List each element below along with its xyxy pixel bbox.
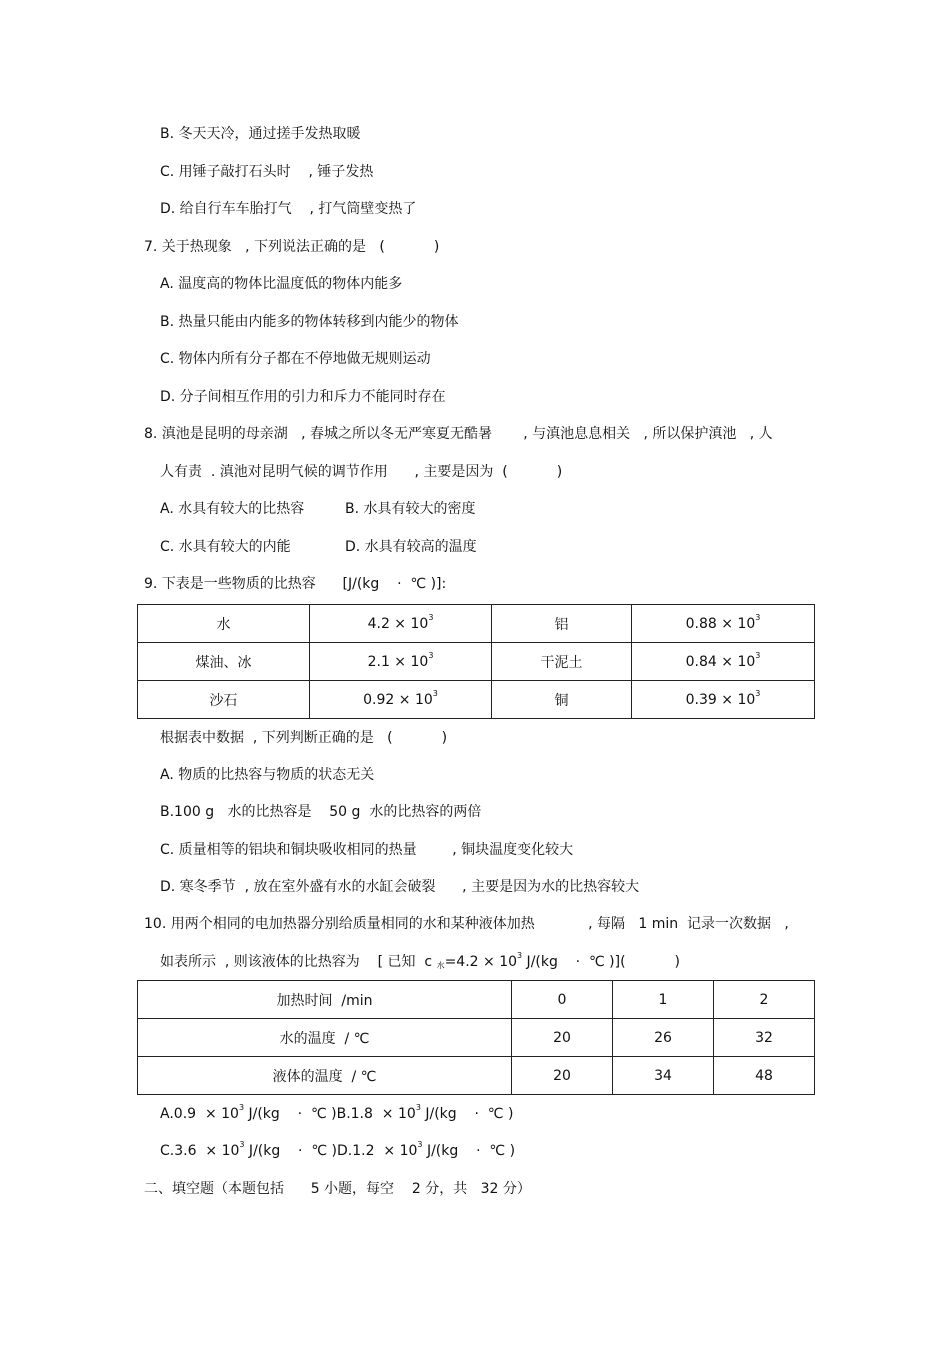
q9-option-a: A. 物质的比热容与物质的状态无关 <box>160 767 375 783</box>
substance-cell: 煤油、冰 <box>138 643 310 681</box>
table-row <box>138 1057 815 1095</box>
q9-stem: 9. 下表是一些物质的比热容 [J/(kg · ℃ )]: <box>144 576 447 592</box>
data-cell: 32 <box>714 1019 815 1057</box>
q9-option-b: B.100 g 水的比热容是 50 g 水的比热容的两倍 <box>160 804 482 820</box>
value-cell: $2.1 \times 10^3$ <box>310 643 492 681</box>
row-header-cell: 液体的温度 / ℃ <box>138 1057 512 1095</box>
substance-cell: 干泥土 <box>492 643 632 681</box>
q8-stem-line1: 8. 滇池是昆明的母亲湖 , 春城之所以冬无严寒夏无酷暑 , 与滇池息息相关 , 所以保护滇池 , 人 <box>144 426 773 442</box>
data-cell: 2 <box>714 981 815 1019</box>
q8-option-c: C. 水具有较大的内能 <box>160 539 291 555</box>
substance-cell: 铜 <box>492 681 632 719</box>
q6-option-d: D. 给自行车车胎打气 , 打气筒壁变热了 <box>160 201 417 217</box>
q8-option-a: A. 水具有较大的比热容 <box>160 501 305 517</box>
data-cell: 20 <box>512 1019 613 1057</box>
value-cell: $0.92 \times 10^3$ <box>310 681 492 719</box>
substance-cell: 沙石 <box>138 681 310 719</box>
value-cell: $0.39 \times 10^3$ <box>632 681 815 719</box>
substance-cell: 水 <box>138 605 310 643</box>
heating-data-table <box>137 980 815 1095</box>
specific-heat-table <box>137 604 815 719</box>
table-row <box>138 981 815 1019</box>
data-cell: 0 <box>512 981 613 1019</box>
value-cell: $0.88 \times 10^3$ <box>632 605 815 643</box>
substance-cell: 铝 <box>492 605 632 643</box>
q10-stem-line1: 10. 用两个相同的电加热器分别给质量相同的水和某种液体加热 , 每隔 1 min 记录一次数据 , <box>144 916 789 932</box>
table-row <box>138 681 815 719</box>
table-row <box>138 1019 815 1057</box>
data-cell: 34 <box>613 1057 714 1095</box>
q10-stem-line2: 如表所示 , 则该液体的比热容为 [ 已知 c $_水=4.2 \times 10^3$ J/(kg · ℃ )]( ) <box>160 951 680 970</box>
row-header-cell: 加热时间 /min <box>138 981 512 1019</box>
q8-stem-line2: 人有责 . 滇池对昆明气候的调节作用 , 主要是因为 ( ) <box>160 464 563 480</box>
q7-option-c: C. 物体内所有分子都在不停地做无规则运动 <box>160 351 431 367</box>
data-cell: 20 <box>512 1057 613 1095</box>
q8-option-d: D. 水具有较高的温度 <box>345 539 477 555</box>
data-cell: 26 <box>613 1019 714 1057</box>
q6-option-c: C. 用锤子敲打石头时 , 锤子发热 <box>160 164 374 180</box>
q10-options-cd: $C.3.6 \times 10^3$ J/(kg · ℃ )$D.1.2 \times 10^3$ J/(kg · ℃ ) <box>160 1140 516 1159</box>
value-cell: $4.2 \times 10^3$ <box>310 605 492 643</box>
q9-option-d: D. 寒冬季节 , 放在室外盛有水的水缸会破裂 , 主要是因为水的比热容较大 <box>160 879 640 895</box>
value-cell: $0.84 \times 10^3$ <box>632 643 815 681</box>
q8-option-b: B. 水具有较大的密度 <box>345 501 476 517</box>
section-2-heading: 二、填空题（本题包括 5 小题，每空 2 分，共 32 分） <box>144 1181 531 1197</box>
q7-option-d: D. 分子间相互作用的引力和斥力不能同时存在 <box>160 389 446 405</box>
q9-option-c: C. 质量相等的铝块和铜块吸收相同的热量 , 铜块温度变化较大 <box>160 842 574 858</box>
row-header-cell: 水的温度 / ℃ <box>138 1019 512 1057</box>
data-cell: 48 <box>714 1057 815 1095</box>
table-row <box>138 605 815 643</box>
q10-options-ab: $A.0.9 \times 10^3$ J/(kg · ℃ )$B.1.8 \times 10^3$ J/(kg · ℃ ) <box>160 1103 514 1122</box>
data-cell: 1 <box>613 981 714 1019</box>
q7-option-a: A. 温度高的物体比温度低的物体内能多 <box>160 276 403 292</box>
table-row <box>138 643 815 681</box>
q7-option-b: B. 热量只能由内能多的物体转移到内能少的物体 <box>160 314 459 330</box>
q7-stem: 7. 关于热现象 , 下列说法正确的是 ( ) <box>144 239 440 255</box>
q6-option-b: B. 冬天天冷，通过搓手发热取暖 <box>160 126 361 142</box>
q9-after-table: 根据表中数据 , 下列判断正确的是 ( ) <box>160 730 448 746</box>
